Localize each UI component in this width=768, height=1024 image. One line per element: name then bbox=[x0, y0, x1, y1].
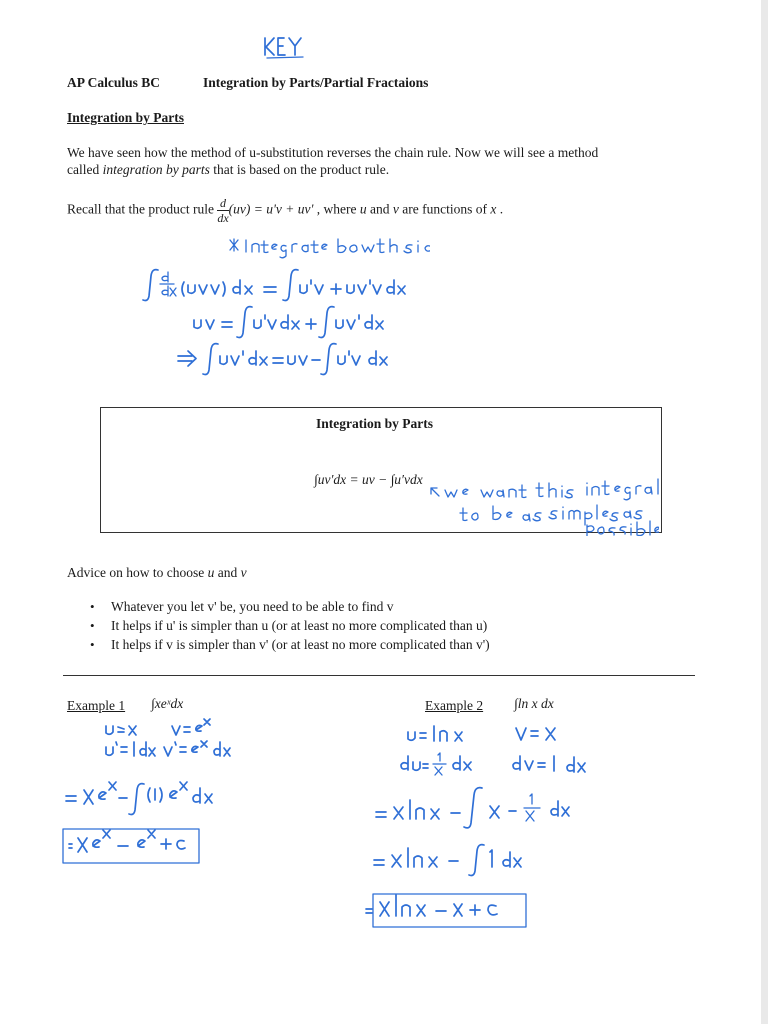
key-handwriting bbox=[262, 34, 308, 60]
product-rule-recall: Recall that the product rule $\frac{d}{dx}$ (uv) = u'v + uv' , where u and v are functions of x . bbox=[67, 196, 504, 225]
integration-by-parts-box bbox=[100, 407, 662, 533]
advice-item: • It helps if u' is simpler than u (or at least no more complicated than u) bbox=[90, 616, 490, 635]
example-2-solution bbox=[360, 712, 610, 942]
worksheet-topic: Integration by Parts/Partial Fractaions bbox=[203, 75, 429, 90]
section-title: Integration by Parts bbox=[67, 110, 184, 125]
advice-item: • Whatever you let v' be, you need to be able to find v bbox=[90, 597, 490, 616]
page-edge-shadow bbox=[761, 0, 768, 1024]
ibp-formula: ∫uv′dx = uv − ∫u′vdx bbox=[314, 472, 423, 487]
course-title: AP Calculus BC bbox=[67, 75, 161, 90]
advice-heading: Advice on how to choose u and v bbox=[67, 565, 247, 580]
box-title: Integration by Parts bbox=[316, 416, 433, 431]
advice-item: • It helps if v is simpler than v' (or at least no more complicated than v') bbox=[90, 635, 490, 654]
intro-line-1: We have seen how the method of u-substitution reverses the chain rule. Now we will see a method bbox=[67, 145, 599, 160]
section-divider bbox=[63, 675, 695, 676]
derivative-fraction: $\frac{d}{dx}$ bbox=[217, 196, 229, 225]
box-handwritten-note bbox=[429, 472, 659, 536]
handwritten-derivation bbox=[140, 232, 430, 382]
example-1-integral: ∫xeˣdx bbox=[151, 696, 184, 711]
example-2-label: Example 2 bbox=[425, 698, 484, 713]
intro-line-2: called integration by parts that is based on the product rule. bbox=[67, 162, 390, 177]
example-2-integral: ∫ln x dx bbox=[514, 696, 554, 711]
example-1-label: Example 1 bbox=[67, 698, 126, 713]
example-1-solution bbox=[60, 712, 290, 872]
advice-list bbox=[90, 597, 490, 654]
